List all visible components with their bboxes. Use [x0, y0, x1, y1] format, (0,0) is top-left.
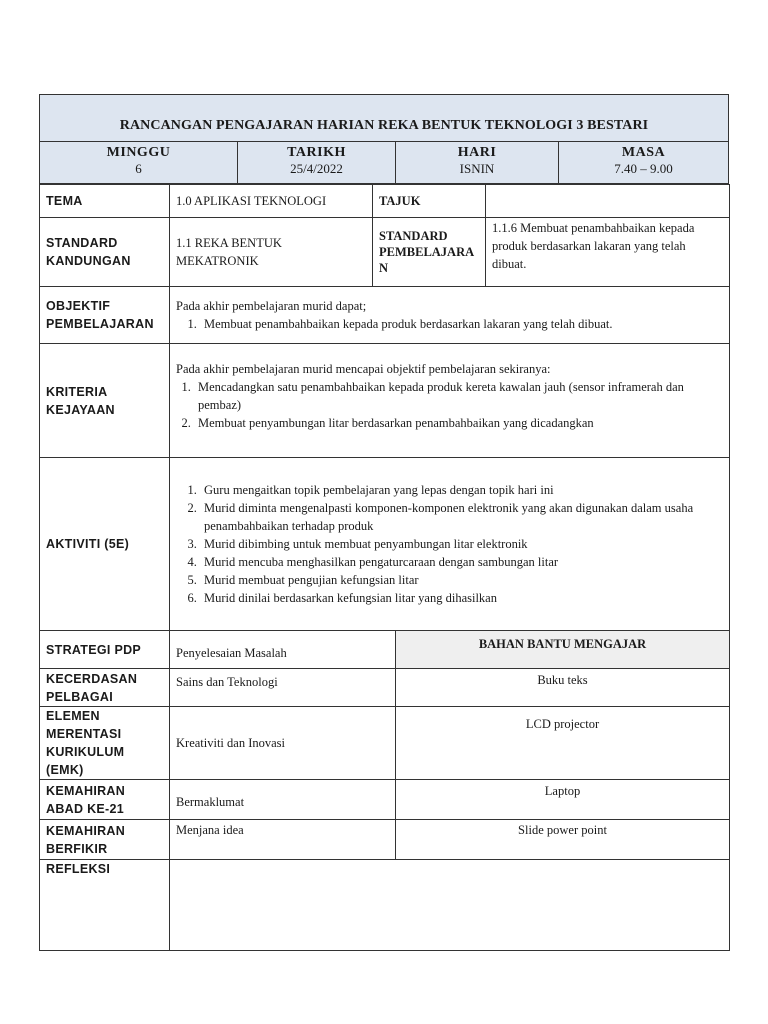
objektif-list [176, 315, 723, 333]
kriteria-list [176, 378, 723, 432]
berfikir-value: Menjana idea [170, 820, 396, 860]
kriteria-intro: Pada akhir pembelajaran murid mencapai objektif pembelajaran sekiranya: [176, 362, 551, 376]
list-item: 1. Membuat penambahbaikan kepada produk berdasarkan lakaran yang telah dibuat. [200, 315, 723, 333]
standard-kandungan-label: STANDARD KANDUNGAN [40, 218, 170, 287]
berfikir-label: KEMAHIRAN BERFIKIR [40, 820, 170, 860]
refleksi-label: REFLEKSI [40, 860, 170, 951]
list-item: 2. Murid diminta mengenalpasti komponen-komponen elektronik yang akan digunakan dalam usaha penambahbaikan terhadap produk [200, 499, 723, 535]
list-item: 1. Guru mengaitkan topik pembelajaran yang lepas dengan topik hari ini [200, 481, 723, 499]
header-tarikh-label: TARIKH [287, 145, 346, 160]
emk-value: Kreativiti dan Inovasi [170, 707, 396, 780]
header-tarikh-value: 25/4/2022 [290, 161, 343, 176]
document-title-text: RANCANGAN PENGAJARAN HARIAN REKA BENTUK TEKNOLOGI 3 BESTARI [119, 118, 649, 133]
header-minggu-value: 6 [135, 161, 142, 176]
tema-label: TEMA [40, 185, 170, 218]
header-row [39, 142, 729, 184]
abad21-value: Bermaklumat [170, 780, 396, 820]
kecerdasan-value: Sains dan Teknologi [170, 669, 396, 707]
header-masa [558, 142, 729, 184]
row-kecerdasan [40, 669, 730, 707]
header-minggu-label: MINGGU [106, 145, 171, 160]
header-masa-label: MASA [621, 145, 666, 160]
header-hari [395, 142, 559, 184]
list-item: 3. Murid dibimbing untuk membuat penyambungan litar elektronik [200, 535, 723, 553]
header-minggu [39, 142, 238, 184]
row-emk [40, 707, 730, 780]
kriteria-label: KRITERIA KEJAYAAN [40, 344, 170, 458]
row-refleksi [40, 860, 730, 951]
lesson-plan-table [39, 184, 730, 951]
row-strategi [40, 631, 730, 669]
standard-pembelajaran-label: STANDARD PEMBELAJARA N [373, 218, 486, 287]
header-hari-label: HARI [457, 145, 497, 160]
aktiviti-label: AKTIVITI (5E) [40, 458, 170, 631]
row-objektif [40, 287, 730, 344]
tajuk-value [486, 185, 730, 218]
list-item: 5. Murid membuat pengujian kefungsian litar [200, 571, 723, 589]
list-item: 6. Murid dinilai berdasarkan kefungsian litar yang dihasilkan [200, 589, 723, 607]
aktiviti-list [176, 481, 723, 607]
row-berfikir [40, 820, 730, 860]
header-tarikh [237, 142, 396, 184]
bbm-item: LCD projector [396, 707, 730, 780]
header-masa-value: 7.40 – 9.00 [614, 161, 673, 176]
bbm-heading: BAHAN BANTU MENGAJAR [396, 631, 730, 669]
list-item: 1. Mencadangkan satu penambahbaikan kepada produk kereta kawalan jauh (sensor inframerah dan pembaz) [194, 378, 723, 414]
abad21-label: KEMAHIRAN ABAD KE-21 [40, 780, 170, 820]
bbm-item: Laptop [396, 780, 730, 820]
tema-value: 1.0 APLIKASI TEKNOLOGI [170, 185, 373, 218]
tajuk-label: TAJUK [373, 185, 486, 218]
list-item: 2. Membuat penyambungan litar berdasarkan penambahbaikan yang dicadangkan [194, 414, 723, 432]
row-aktiviti [40, 458, 730, 631]
kecerdasan-label: KECERDASAN PELBAGAI [40, 669, 170, 707]
lesson-plan-document [39, 94, 729, 951]
objektif-label: OBJEKTIF PEMBELAJARAN [40, 287, 170, 344]
standard-kandungan-value: 1.1 REKA BENTUK MEKATRONIK [170, 218, 373, 287]
list-item: 4. Murid mencuba menghasilkan pengaturcaraan dengan sambungan litar [200, 553, 723, 571]
emk-label: ELEMEN MERENTASI KURIKULUM (EMK) [40, 707, 170, 780]
bbm-item: Slide power point [396, 820, 730, 860]
standard-pembelajaran-value: 1.1.6 Membuat penambahbaikan kepada produk berdasarkan lakaran yang telah dibuat. [486, 218, 730, 287]
strategi-value: Penyelesaian Masalah [170, 631, 396, 669]
objektif-intro: Pada akhir pembelajaran murid dapat; [176, 299, 367, 313]
row-kriteria [40, 344, 730, 458]
bbm-item: Buku teks [396, 669, 730, 707]
row-tema [40, 185, 730, 218]
document-title [39, 94, 729, 142]
aktiviti-content [170, 458, 730, 631]
objektif-content [170, 287, 730, 344]
kriteria-content [170, 344, 730, 458]
row-abad21 [40, 780, 730, 820]
refleksi-value [170, 860, 730, 951]
row-standard [40, 218, 730, 287]
strategi-label: STRATEGI PDP [40, 631, 170, 669]
header-hari-value: ISNIN [459, 161, 495, 176]
